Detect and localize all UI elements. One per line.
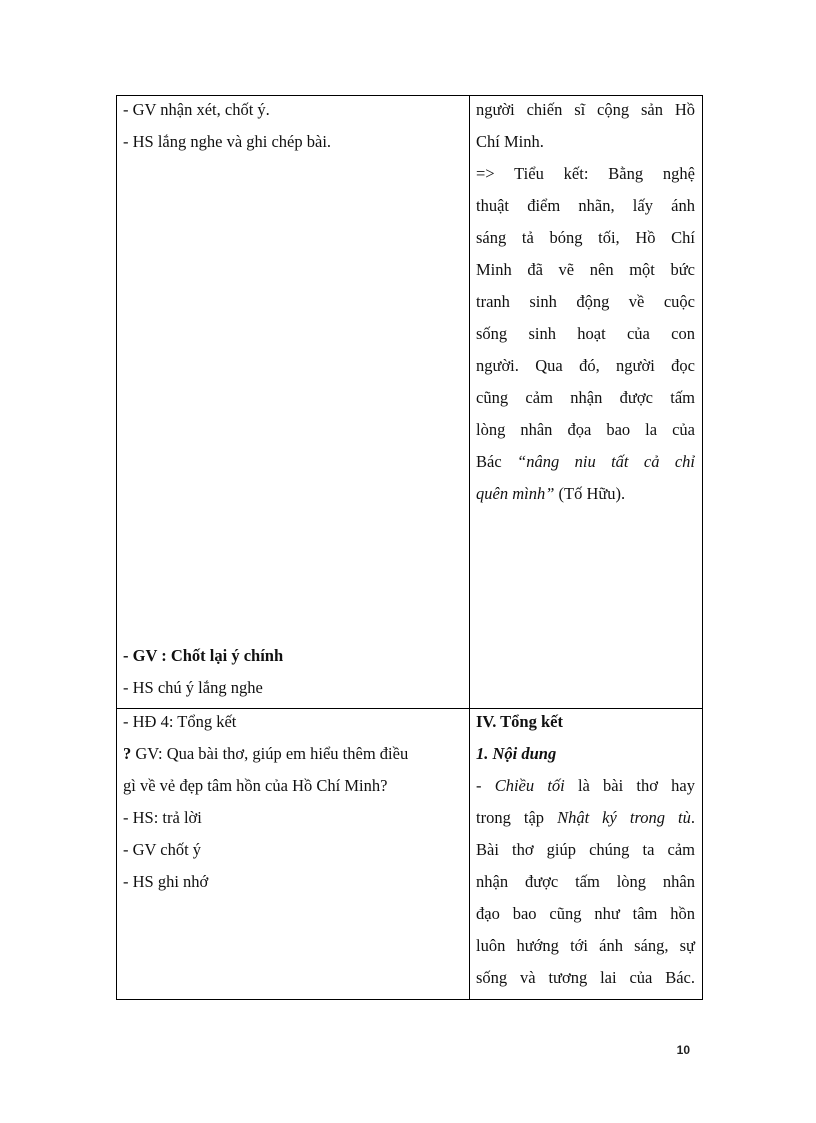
text-span: (Tố Hữu). [554,484,626,503]
text-line: luôn hướng tới ánh sáng, sự [476,936,695,955]
text-line [476,483,695,505]
text-line: => Tiểu kết: Bằng nghệ [476,164,695,183]
text-line [123,645,283,667]
text-line: - HĐ 4: Tổng kết [123,712,237,731]
text-span: . [690,808,695,827]
text-line: sống sinh hoạt của con [476,324,695,343]
activity-cell [117,709,470,1000]
text-line: Chí Minh. [476,132,544,151]
table-row [117,709,703,1000]
section-heading: IV. Tổng kết [476,712,563,731]
text-span: Bác [476,452,518,471]
text-line [123,743,408,765]
text-line: lòng nhân đọa bao la của [476,420,695,439]
text-span: GV: Qua bài thơ, giúp em hiểu thêm điều [131,744,409,763]
text-line [476,775,695,797]
text-line: - HS chú ý lắng nghe [123,678,263,697]
text-line: - GV nhận xét, chốt ý. [123,100,270,119]
text-line: - GV chốt ý [123,840,202,859]
table-row [117,96,703,709]
question-mark: ? [123,744,132,763]
text-line: người. Qua đó, người đọc [476,356,695,375]
text-line: sáng tả bóng tối, Hồ Chí [476,228,695,247]
quote-text: “nâng niu tất cả chỉ [517,452,695,471]
text-line: người chiến sĩ cộng sản Hồ [476,100,695,119]
text-line: cũng cảm nhận được tấm [476,388,695,407]
page-number: 10 [676,1043,690,1057]
text-line [476,451,695,473]
text-span: - [476,776,495,795]
text-line: thuật điểm nhãn, lấy ánh [476,196,695,215]
activity-cell [117,96,470,709]
content-cell [470,96,703,709]
text-line: - HS: trả lời [123,808,202,827]
text-line [476,807,695,829]
bold-text: Chốt lại ý chính [170,646,284,665]
section-subheading: 1. Nội dung [476,744,557,763]
text-line: gì về vẻ đẹp tâm hồn của Hồ Chí Minh? [123,776,388,795]
text-line: Bài thơ giúp chúng ta cảm [476,840,695,859]
text-line: - HS lắng nghe và ghi chép bài. [123,132,332,151]
text-line: sống và tương lai của Bác. [476,968,695,987]
text-line: tranh sinh động về cuộc [476,292,695,311]
work-title: Chiều tối [494,776,565,795]
lesson-table [116,95,703,1000]
text-prefix: - GV : [123,646,171,665]
text-span: là bài thơ hay [564,776,696,795]
content-cell [470,709,703,1000]
text-line: - HS ghi nhớ [123,872,209,891]
quote-text: quên mình” [476,484,555,503]
text-line: Minh đã vẽ nên một bức [476,260,695,279]
work-title: Nhật ký trong tù [557,808,691,827]
text-span: trong tập [476,808,558,827]
text-line: đạo bao cũng như tâm hồn [476,904,695,923]
text-line: nhận được tấm lòng nhân [476,872,695,891]
